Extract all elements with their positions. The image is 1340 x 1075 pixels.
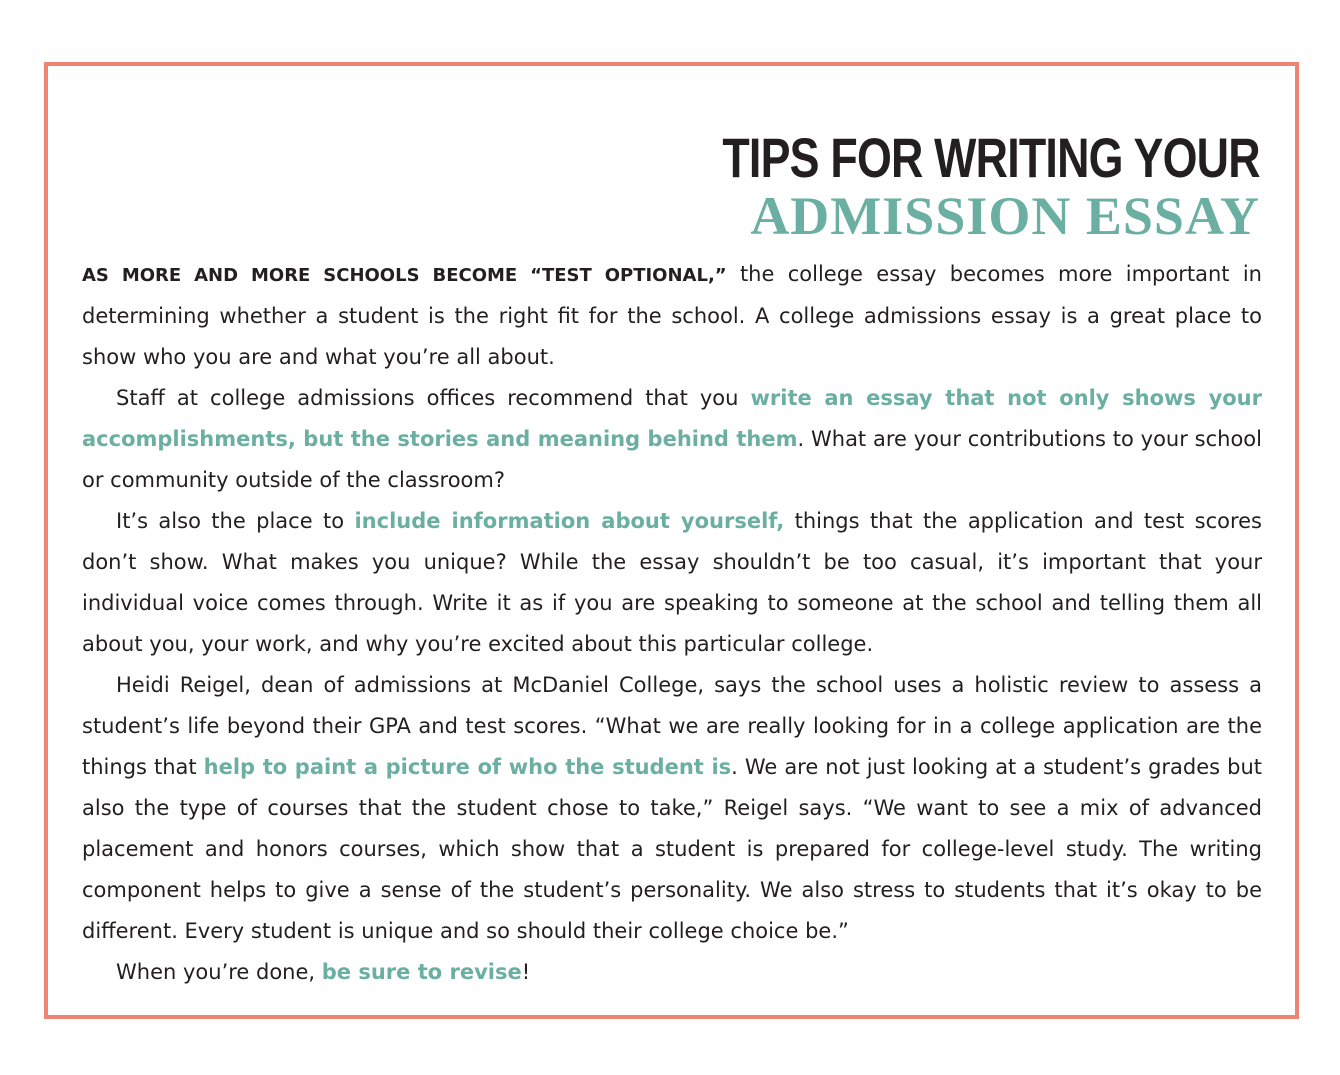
paragraph-accomplishments <box>82 378 1262 501</box>
paragraph-text: . What are your contributions to your school or community outside of the classroom? <box>82 427 1262 492</box>
paragraph-revise <box>82 952 1262 993</box>
paragraph-text: It’s also the place to <box>116 509 355 533</box>
heading-line-2: ADMISSION ESSAY <box>750 186 1260 246</box>
highlight-text: be sure to revise <box>321 960 522 984</box>
paragraph-text: Heidi Reigel, dean of admissions at McDaniel College, says the school uses a holistic review to assess a student’s life beyond their GPA and test scores. “What we are really looking for in a college application are the things that <box>82 673 1262 779</box>
highlight-text: write an essay that not only shows your accomplishments, but the stories and meaning behind them <box>82 386 1262 451</box>
paragraph-about-yourself <box>82 501 1262 665</box>
article-body <box>82 254 1262 993</box>
heading-line-1: TIPS FOR WRITING YOUR <box>722 126 1260 189</box>
lead-in: AS MORE AND MORE SCHOOLS BECOME “TEST OPTIONAL,” <box>82 265 727 286</box>
paragraph-text: Staff at college admissions offices recommend that you <box>116 386 751 410</box>
paragraph-text: ! <box>521 960 531 984</box>
article-heading <box>588 128 1260 244</box>
paragraph-text: . We are not just looking at a student’s grades but also the type of courses that the student chose to take,” Reigel says. “We want to see a mix of advanced placement and honors courses, which show that a student is prepared for college-level study. The writing component helps to give a sense of the student’s personality. We also stress to students that it’s okay to be different. Every student is unique and so should their college choice be.” <box>82 755 1262 943</box>
paragraph-text: the college essay becomes more important in determining whether a student is the right fit for the school. A college admissions essay is a great place to show who you are and what you’re all about. <box>82 262 1262 369</box>
highlight-text: help to paint a picture of who the student is <box>203 755 732 779</box>
paragraph-text: things that the application and test scores don’t show. What makes you unique? While the essay shouldn’t be too casual, it’s important that your individual voice comes through. Write it as if you are speaking to someone at the school and telling them all about you, your work, and why you’re excited about this particular college. <box>82 509 1262 656</box>
paragraph-quote <box>82 665 1262 952</box>
paragraph-intro <box>82 254 1262 378</box>
highlight-text: include information about yourself, <box>354 509 785 533</box>
paragraph-text: When you’re done, <box>116 960 322 984</box>
